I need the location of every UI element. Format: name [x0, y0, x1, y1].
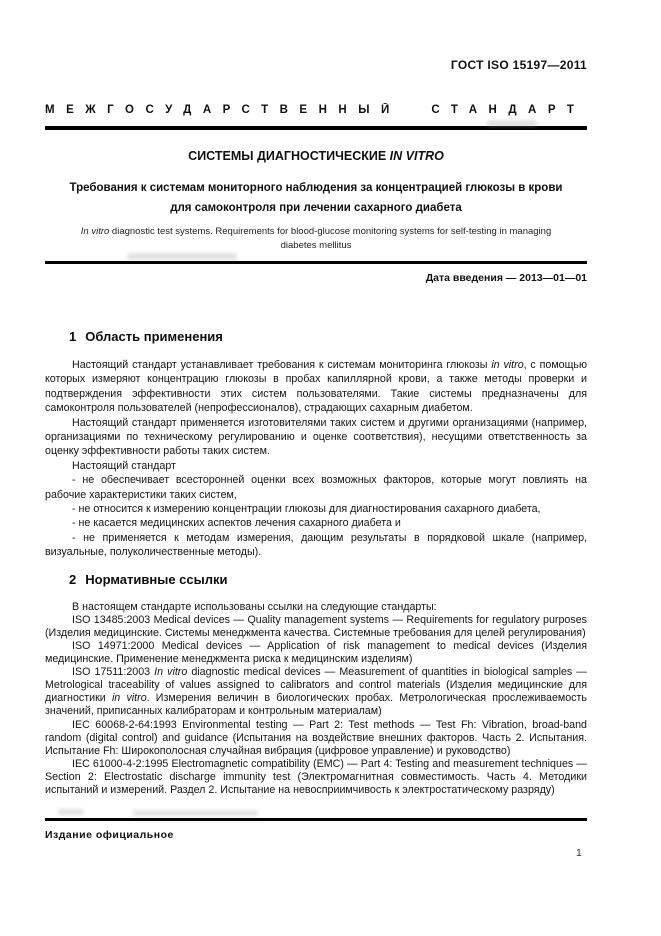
paragraph: Настоящий стандарт — [72, 459, 176, 472]
reference-entry — [45, 666, 587, 718]
section-1-title: Область применения — [85, 329, 223, 344]
title-rule — [45, 261, 587, 264]
section-1-body — [45, 358, 587, 560]
title-ru-text: СИСТЕМЫ ДИАГНОСТИЧЕСКИЕ — [188, 149, 390, 163]
standard-type-banner: МЕЖГОСУДАРСТВЕННЫЙ СТАНДАРТ — [45, 104, 586, 116]
subtitle-line-2: для самоконтроля при лечении сахарного диабета — [170, 202, 462, 214]
footer-rule — [45, 818, 587, 821]
section-2-number: 2 — [69, 571, 77, 587]
paragraph-text: , с помощью которых измеряют концентрацию глюкозы в пробах капиллярной крови, а также методы проверки и подтверждения эффективности этих систем пользователями. Такие системы предназначены для самоконтроля пользователей (непрофессионалов), страдающих сахарным диабетом. — [45, 359, 587, 415]
paragraph — [45, 358, 587, 416]
list-item: - не применяется к методам измерения, дающим результаты в порядковой шкале (например, визуальные, полуколичественные методы). — [45, 531, 587, 559]
paragraph: В настоящем стандарте использованы ссылки на следующие стандарты: — [72, 600, 437, 613]
invitro-italic: In vitro — [154, 666, 188, 679]
document-title-en — [45, 225, 587, 253]
invitro-italic: in vitro — [111, 692, 147, 705]
list-item: - не обеспечивает всесторонней оценки всех возможных факторов, которые могут повлиять на рабочие характеристики таких систем, — [45, 474, 587, 501]
official-edition-label: Издание официальное — [45, 829, 174, 841]
invitro-italic: in vitro — [491, 359, 524, 371]
paragraph: Настоящий стандарт применяется изготовителями таких систем и другими организациями (например, организациями по техническому регулированию и оценке соответствия), несущими ответственность за оценку эффективности работы таких систем. — [45, 416, 587, 458]
reference-entry: IEC 61000-4-2:1995 Electromagnetic compatibility (EMC) — Part 4: Testing and measurement techniques — Section 2: Electrostatic discharge immunity test (Электромагнитная совместимость. Часть 4. Методики испытаний и измерений. Раздел 2. Испытание на невосприимчивость к электростатическому разряду) — [45, 757, 587, 796]
section-2-title: Нормативные ссылки — [85, 571, 228, 587]
doc-code: ГОСТ ISO 15197—2011 — [450, 58, 587, 72]
reference-entry: IEC 60068-2-64:1993 Environmental testing — Part 2: Test methods — Test Fh: Vibration, broad-band random (digital control) and guidance (Испытания на воздействие внешних факторов. Часть 2. Испытания. Испытание Fh: Широкополосная случайная вибрация (цифровое управление) и руководство) — [45, 718, 587, 757]
page-content — [45, 58, 587, 797]
document-subtitle-ru — [45, 178, 587, 218]
scan-artifact — [127, 253, 237, 260]
subtitle-line-1: Требования к системам мониторного наблюдения за концентрацией глюкозы в крови — [69, 182, 563, 194]
section-1-number: 1 — [69, 329, 77, 344]
title-en-invitro: In vitro — [80, 226, 110, 237]
reference-text: ISO 17511:2003 — [72, 666, 155, 679]
reference-entry: ISO 13485:2003 Medical devices — Quality management systems — Requirements for regulatory purposes (Изделия медицинские. Системы менеджмента качества. Системные требования для целей регулирования) — [45, 613, 587, 639]
section-2-heading — [69, 572, 587, 587]
effective-date: Дата введения — 2013—01—01 — [425, 272, 587, 284]
reference-text: . Измерения величин в биологических пробах. Метрологическая прослеживаемость значений, приписанных калибраторам и контрольным материалам) — [45, 692, 587, 718]
section-2-body — [45, 601, 587, 797]
list-item: - не относится к измерению концентрации глюкозы для диагностирования сахарного диабета, — [72, 503, 541, 516]
scan-artifact — [487, 120, 537, 127]
title-en-text: diagnostic test systems. Requirements for blood-glucose monitoring systems for self-testing in managing diabetes mellitus — [109, 226, 552, 251]
title-ru-invitro: IN VITRO — [389, 149, 444, 163]
list-item: - не касается медицинских аспектов лечения сахарного диабета и — [72, 517, 401, 530]
section-1-heading — [69, 329, 587, 344]
reference-entry: ISO 14971:2000 Medical devices — Application of risk management to medical devices (Изделия медицинские. Применение менеджмента риска к медицинским изделиям) — [45, 639, 587, 666]
scan-artifact — [133, 810, 258, 816]
scan-artifact — [58, 809, 84, 815]
paragraph-text: Настоящий стандарт устанавливает требования к системам мониторинга глюкозы — [72, 359, 492, 371]
reference-text: diagnostic medical devices — Measurement of quantities in biological samples — Metrological traceability of values assigned to calibrators and control materials (Изделия медицинские для диагностики — [45, 666, 587, 705]
page-number: 1 — [576, 847, 582, 859]
document-title-ru — [45, 149, 587, 163]
